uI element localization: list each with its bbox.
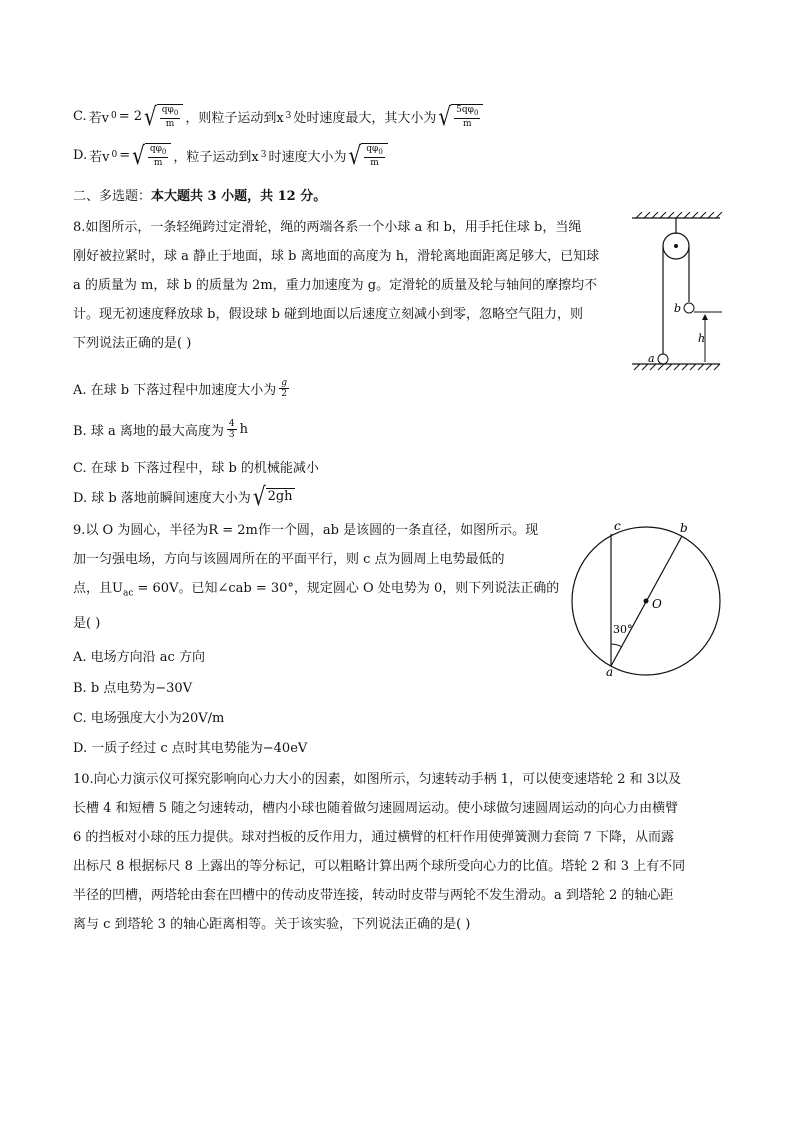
sqrt-expression: √ $\frac{q\varphi_0}{m}$ <box>132 143 171 168</box>
center-point <box>644 599 649 604</box>
q9-option-c[interactable]: C. 电场强度大小为20V/m <box>73 711 225 726</box>
q9-option-b[interactable]: B. b 点电势为−30V <box>73 681 193 696</box>
q9-option-a[interactable]: A. 电场方向沿 ac 方向 <box>73 650 205 665</box>
circle-figure <box>566 514 726 680</box>
q10-stem: 10.向心力演示仪可探究影响向心力大小的因素，如图所示，匀速转动手柄 1，可以使变速塔轮 2 和 3以及 长槽 4 和短槽 5 随之匀速转动，槽内小球也随着做匀速圆周运动。使小球做匀速圆周运动的向心力由横臂 6 的挡板对小球的压力提供。球对挡板的反作用力，通过横臂的杠杆作用使弹簧测力套筒 7 下降，从而露 出标尺 8 根据标尺 8 上露出的等分标记，可以粗略计算出两个球所受向心力的比值。塔轮 2 和 3 上有不同 半径的凹槽，两塔轮由套在凹槽中的传动皮带连接，转动时皮带与两轮不发生滑动。a 到塔轮 2 的轴心距 离与 c 到塔轮 3 的轴心距离相等。关于该实验，下列说法正确的是( ) <box>73 772 686 932</box>
q8-option-b[interactable]: B. 球 a 离地的最大高度为 $\frac{4}{3}$ h <box>73 419 248 440</box>
svg-text:30°: 30° <box>613 623 633 636</box>
svg-text:O: O <box>652 597 662 611</box>
sqrt-expression: √ $\frac{5q\varphi_0}{m}$ <box>438 104 483 129</box>
q8-option-d[interactable]: D. 球 b 落地前瞬间速度大小为 √ 2gh <box>73 481 293 511</box>
q7-option-d[interactable]: D. 若v 0 = √ $\frac{q\varphi_0}{m}$ ，粒子运动到x 3 时速度大小为 √ $\frac{q\varphi_0}{m}$ <box>73 143 388 168</box>
ball-a <box>658 354 668 364</box>
svg-text:h: h <box>698 332 706 345</box>
q8-stem: 8.如图所示，一条轻绳跨过定滑轮，绳的两端各系一个小球 a 和 b，用手托住球 b，当绳 刚好被拉紧时，球 a 静止于地面，球 b 离地面的高度为 h，滑轮离地面距离足够大，已知球 a 的质量为 m，球 b 的质量为 2m，重力加速度为 g。定滑轮的质量及轮与轴间的摩擦均不 计。现无初速度释放球 b，假设球 b 碰到地面以后速度立刻减小到零，忽略空气阻力，则 下列说法正确的是( ) <box>73 220 600 351</box>
ball-b <box>684 303 694 313</box>
svg-text:b: b <box>674 302 682 315</box>
sqrt-expression: √ $\frac{q\varphi_0}{m}$ <box>348 143 387 168</box>
svg-text:a: a <box>606 665 614 679</box>
sqrt-expression: √ $\frac{q\varphi_0}{m}$ <box>144 104 183 129</box>
q7-option-c[interactable]: C. 若v 0 = 2 √ $\frac{q\varphi_0}{m}$ ，则粒子运动到x 3 处时速度最大，其大小为 √ $\frac{5q\varphi_0}{m}$ <box>73 104 483 129</box>
q8-option-c[interactable]: C. 在球 b 下落过程中，球 b 的机械能减小 <box>73 461 319 476</box>
pulley-figure <box>630 212 726 374</box>
svg-text:a: a <box>648 352 655 365</box>
q8-option-a[interactable]: A. 在球 b 下落过程中加速度大小为 $\frac{g}{2}$ <box>73 378 288 399</box>
q9-option-d[interactable]: D. 一质子经过 c 点时其电势能为−40eV <box>73 741 308 756</box>
q9-stem: 9.以 O 为圆心，半径为R = 2m作一个圆，ab 是该圆的一条直径，如图所示。现 加一匀强电场，方向与该圆周所在的平面平行，则 c 点为圆周上电势最低的 点，且$U_{ac} = 60V$。已知∠cab = 30°，规定圆心 O 处电势为 0，则下列说法正确的 是( ) <box>73 523 560 631</box>
svg-text:c: c <box>614 519 621 533</box>
section-heading: 二、多选题：本大题共 3 小题，共 12 分。 <box>73 189 327 204</box>
svg-text:b: b <box>680 521 688 535</box>
